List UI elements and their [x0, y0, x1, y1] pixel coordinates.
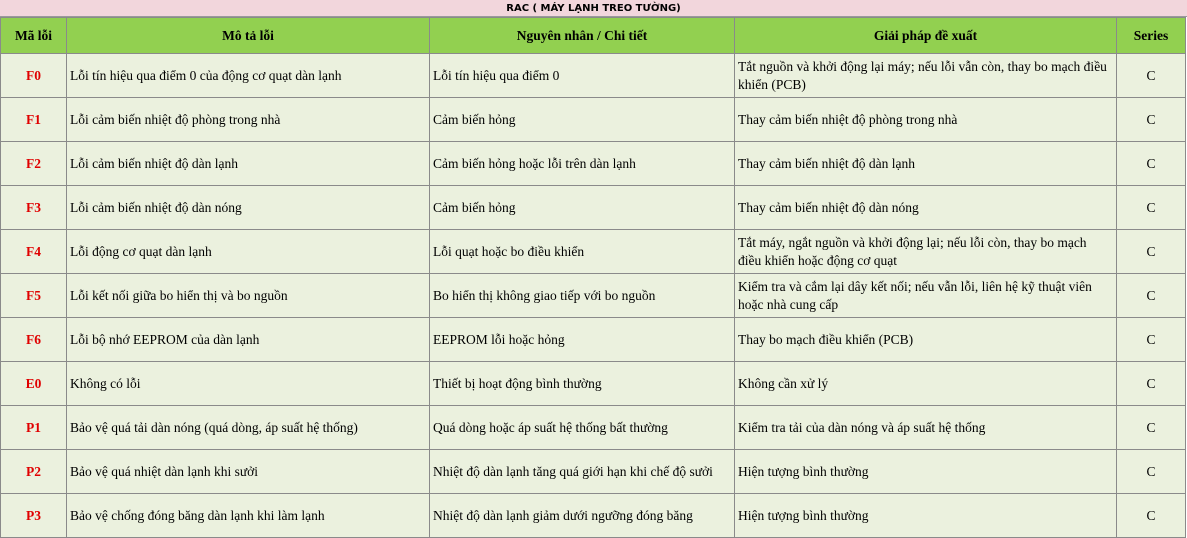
series-cell[interactable]: C	[1117, 274, 1186, 318]
table-row	[1, 274, 1186, 318]
cause-cell[interactable]: Thiết bị hoạt động bình thường	[430, 362, 735, 406]
cause-cell[interactable]: Nhiệt độ dàn lạnh tăng quá giới hạn khi chế độ sưởi	[430, 450, 735, 494]
cause-cell[interactable]: Quá dòng hoặc áp suất hệ thống bất thường	[430, 406, 735, 450]
description-cell[interactable]: Bảo vệ quá nhiệt dàn lạnh khi sưởi	[67, 450, 430, 494]
series-cell[interactable]: C	[1117, 230, 1186, 274]
solution-cell[interactable]: Hiện tượng bình thường	[735, 450, 1117, 494]
cause-cell[interactable]: Lỗi quạt hoặc bo điều khiển	[430, 230, 735, 274]
table-row	[1, 406, 1186, 450]
error-code-cell[interactable]: F1	[1, 98, 67, 142]
description-cell[interactable]: Lỗi cảm biến nhiệt độ dàn lạnh	[67, 142, 430, 186]
table-row	[1, 98, 1186, 142]
error-code-cell[interactable]: P2	[1, 450, 67, 494]
error-code-cell[interactable]: F4	[1, 230, 67, 274]
table-row	[1, 142, 1186, 186]
cause-cell[interactable]: Lỗi tín hiệu qua điểm 0	[430, 54, 735, 98]
cause-cell[interactable]: Cảm biến hỏng hoặc lỗi trên dàn lạnh	[430, 142, 735, 186]
header-description[interactable]: Mô tả lỗi	[67, 18, 430, 54]
error-code-cell[interactable]: P3	[1, 494, 67, 538]
header-series[interactable]: Series	[1117, 18, 1186, 54]
table-row	[1, 54, 1186, 98]
table-row	[1, 494, 1186, 538]
error-code-cell[interactable]: P1	[1, 406, 67, 450]
series-cell[interactable]: C	[1117, 54, 1186, 98]
series-cell[interactable]: C	[1117, 318, 1186, 362]
description-cell[interactable]: Lỗi động cơ quạt dàn lạnh	[67, 230, 430, 274]
solution-cell[interactable]: Tắt nguồn và khởi động lại máy; nếu lỗi vẫn còn, thay bo mạch điều khiển (PCB)	[735, 54, 1117, 98]
solution-cell[interactable]: Thay cảm biến nhiệt độ dàn lạnh	[735, 142, 1117, 186]
solution-cell[interactable]: Thay cảm biến nhiệt độ phòng trong nhà	[735, 98, 1117, 142]
series-cell[interactable]: C	[1117, 186, 1186, 230]
solution-cell[interactable]: Không cần xử lý	[735, 362, 1117, 406]
table-row	[1, 362, 1186, 406]
error-code-cell[interactable]: F5	[1, 274, 67, 318]
cause-cell[interactable]: Bo hiển thị không giao tiếp với bo nguồn	[430, 274, 735, 318]
cause-cell[interactable]: Cảm biến hỏng	[430, 98, 735, 142]
error-code-table	[0, 17, 1186, 538]
solution-cell[interactable]: Tắt máy, ngắt nguồn và khởi động lại; nếu lỗi còn, thay bo mạch điều khiển hoặc động cơ quạt	[735, 230, 1117, 274]
cause-cell[interactable]: Cảm biến hỏng	[430, 186, 735, 230]
series-cell[interactable]: C	[1117, 98, 1186, 142]
cause-cell[interactable]: Nhiệt độ dàn lạnh giảm dưới ngưỡng đóng băng	[430, 494, 735, 538]
series-cell[interactable]: C	[1117, 406, 1186, 450]
solution-cell[interactable]: Thay bo mạch điều khiển (PCB)	[735, 318, 1117, 362]
error-code-cell[interactable]: F2	[1, 142, 67, 186]
solution-cell[interactable]: Kiểm tra tải của dàn nóng và áp suất hệ thống	[735, 406, 1117, 450]
error-code-cell[interactable]: F6	[1, 318, 67, 362]
series-cell[interactable]: C	[1117, 142, 1186, 186]
table-row	[1, 450, 1186, 494]
series-cell[interactable]: C	[1117, 450, 1186, 494]
header-cause[interactable]: Nguyên nhân / Chi tiết	[430, 18, 735, 54]
solution-cell[interactable]: Thay cảm biến nhiệt độ dàn nóng	[735, 186, 1117, 230]
description-cell[interactable]: Không có lỗi	[67, 362, 430, 406]
error-code-cell[interactable]: F0	[1, 54, 67, 98]
solution-cell[interactable]: Kiểm tra và cắm lại dây kết nối; nếu vẫn lỗi, liên hệ kỹ thuật viên hoặc nhà cung cấp	[735, 274, 1117, 318]
description-cell[interactable]: Lỗi cảm biến nhiệt độ phòng trong nhà	[67, 98, 430, 142]
table-title[interactable]: RAC ( MÁY LẠNH TREO TƯỜNG)	[0, 0, 1187, 17]
description-cell[interactable]: Lỗi bộ nhớ EEPROM của dàn lạnh	[67, 318, 430, 362]
description-cell[interactable]: Lỗi kết nối giữa bo hiển thị và bo nguồn	[67, 274, 430, 318]
header-code[interactable]: Mã lỗi	[1, 18, 67, 54]
error-code-cell[interactable]: F3	[1, 186, 67, 230]
cause-cell[interactable]: EEPROM lỗi hoặc hỏng	[430, 318, 735, 362]
description-cell[interactable]: Lỗi tín hiệu qua điểm 0 của động cơ quạt dàn lạnh	[67, 54, 430, 98]
description-cell[interactable]: Bảo vệ quá tải dàn nóng (quá dòng, áp suất hệ thống)	[67, 406, 430, 450]
description-cell[interactable]: Bảo vệ chống đóng băng dàn lạnh khi làm lạnh	[67, 494, 430, 538]
table-row	[1, 186, 1186, 230]
table-row	[1, 230, 1186, 274]
header-row	[1, 18, 1186, 54]
series-cell[interactable]: C	[1117, 494, 1186, 538]
error-code-cell[interactable]: E0	[1, 362, 67, 406]
series-cell[interactable]: C	[1117, 362, 1186, 406]
header-solution[interactable]: Giải pháp đề xuất	[735, 18, 1117, 54]
solution-cell[interactable]: Hiện tượng bình thường	[735, 494, 1117, 538]
description-cell[interactable]: Lỗi cảm biến nhiệt độ dàn nóng	[67, 186, 430, 230]
table-row	[1, 318, 1186, 362]
